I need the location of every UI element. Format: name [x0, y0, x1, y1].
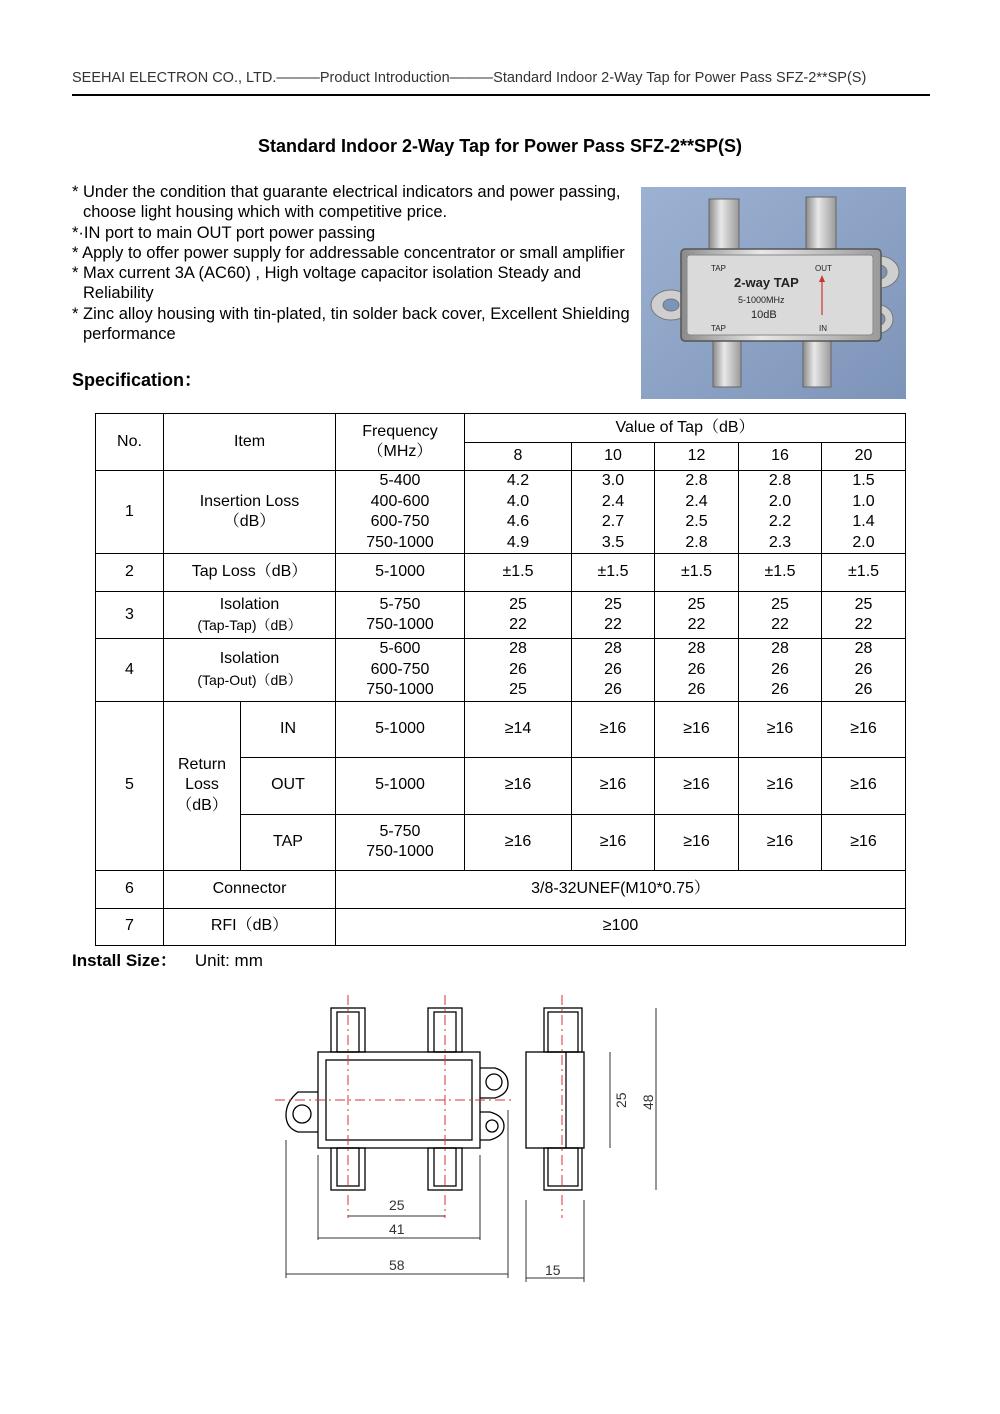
header-rule [72, 94, 930, 96]
table-cell: ≥16 [572, 701, 655, 757]
frequency-value: 750-1000 [366, 843, 434, 860]
header-tap-value: 12 [655, 443, 739, 471]
table-cell [655, 471, 739, 554]
row-item [164, 471, 336, 554]
cell-value: 1.0 [852, 492, 875, 510]
row-item-label: Insertion Loss [199, 492, 300, 510]
table-cell: ≥16 [739, 757, 822, 814]
frequency-value: 5-600 [379, 640, 421, 657]
cell-value: 2.4 [685, 492, 708, 510]
install-size-label: Install Size： [72, 951, 177, 970]
dimension-58: 58 [389, 1257, 405, 1273]
table-cell [465, 639, 572, 702]
device-label-tap-bottom: TAP [711, 324, 726, 333]
row-item: Tap Loss（dB） [164, 554, 336, 592]
row-frequency [336, 592, 465, 639]
table-cell: ±1.5 [822, 554, 906, 592]
table-row [96, 701, 906, 757]
cell-value: 22 [854, 616, 873, 633]
device-value: 10dB [751, 309, 777, 321]
table-cell [465, 592, 572, 639]
row-item: Connector [164, 870, 336, 908]
cell-value: 2.8 [685, 472, 708, 489]
feature-item: * Apply to offer power supply for addressable concentrator or small amplifier [72, 243, 625, 262]
cell-value: 25 [509, 595, 527, 613]
port-label: TAP [241, 814, 336, 870]
feature-item: * Zinc alloy housing with tin-plated, tin solder back cover, Excellent Shielding performance [72, 304, 630, 344]
dimension-25-width: 25 [389, 1197, 405, 1213]
cell-value: 2.8 [768, 472, 792, 489]
table-cell [655, 592, 739, 639]
cell-value: 2.0 [852, 533, 875, 551]
cell-value: 26 [854, 660, 873, 678]
cell-value: 22 [687, 616, 706, 633]
table-cell [572, 639, 655, 702]
cell-value: 26 [687, 660, 706, 678]
table-cell: ≥16 [655, 814, 739, 870]
cell-value: 2.2 [768, 513, 792, 530]
cell-value: 2.8 [685, 533, 708, 551]
frequency-value: 750-1000 [366, 533, 434, 551]
table-cell: ±1.5 [572, 554, 655, 592]
row-item-label: Return [177, 755, 227, 773]
header-value-of-tap: Value of Tap（dB） [465, 414, 906, 443]
row-no: 6 [96, 870, 164, 908]
cell-value: 4.9 [506, 533, 530, 551]
row-no: 4 [96, 639, 164, 702]
device-frequency: 5-1000MHz [738, 295, 785, 305]
frequency-value: 5-750 [379, 595, 421, 613]
cell-value: 28 [687, 640, 706, 657]
cell-value: 25 [771, 595, 789, 613]
table-cell: ≥16 [572, 814, 655, 870]
table-row [96, 908, 906, 945]
cell-value: 25 [687, 595, 706, 613]
header-frequency [336, 414, 465, 471]
frequency-value: 600-750 [370, 660, 430, 678]
table-row [96, 471, 906, 554]
table-cell: ≥16 [822, 757, 906, 814]
header-tap-value: 20 [822, 443, 906, 471]
table-cell [655, 639, 739, 702]
frequency-value: 400-600 [370, 492, 430, 510]
frequency-value: 750-1000 [366, 681, 434, 698]
table-cell [822, 592, 906, 639]
row-item [164, 701, 241, 870]
table-cell [572, 592, 655, 639]
frequency-value: 5-400 [379, 472, 421, 489]
table-cell: ±1.5 [655, 554, 739, 592]
table-cell [572, 471, 655, 554]
row-item-label: Isolation [219, 595, 280, 613]
cell-value: 4.6 [506, 513, 530, 530]
device-label-tap-top: TAP [711, 264, 726, 273]
row-frequency [336, 471, 465, 554]
table-cell [822, 471, 906, 554]
cell-value: 25 [509, 681, 527, 698]
cell-value: 25 [854, 595, 873, 613]
row-no: 1 [96, 471, 164, 554]
cell-value: 4.2 [506, 472, 530, 489]
cell-value: 3.0 [601, 472, 625, 489]
cell-value: 2.3 [768, 533, 792, 551]
header-tap-value: 8 [465, 443, 572, 471]
cell-value: 3.5 [601, 533, 625, 551]
install-size-heading [72, 946, 263, 971]
row-no: 2 [96, 554, 164, 592]
row-item: RFI（dB） [164, 908, 336, 945]
cell-value: 2.0 [768, 492, 792, 510]
table-cell: ≥16 [572, 757, 655, 814]
header-no: No. [96, 414, 164, 471]
row-no: 5 [96, 701, 164, 870]
cell-value: 28 [771, 640, 789, 657]
row-item [164, 592, 336, 639]
table-cell: ≥16 [465, 814, 572, 870]
dimension-48: 48 [640, 1094, 656, 1110]
table-cell: ±1.5 [739, 554, 822, 592]
table-row [96, 554, 906, 592]
cell-value: 28 [854, 640, 873, 657]
table-cell [739, 639, 822, 702]
row-item-label: Loss [185, 776, 219, 794]
cell-value: 26 [604, 660, 622, 678]
table-cell: ≥16 [739, 814, 822, 870]
cell-value: 26 [771, 681, 789, 698]
table-cell [465, 471, 572, 554]
row-frequency: 5-1000 [336, 554, 465, 592]
specification-label: Specification： [72, 370, 203, 390]
table-cell [739, 592, 822, 639]
rfi-value: ≥100 [336, 908, 906, 945]
cell-value: 28 [604, 640, 622, 657]
table-cell: ≥14 [465, 701, 572, 757]
table-cell: ≥16 [655, 757, 739, 814]
cell-value: 26 [771, 660, 789, 678]
port-label: OUT [241, 757, 336, 814]
header-tap-value: 10 [572, 443, 655, 471]
feature-item: * Max current 3A (AC60) , High voltage capacitor isolation Steady and Reliability [72, 264, 582, 303]
table-row [96, 870, 906, 908]
dimension-25-height: 25 [613, 1092, 629, 1108]
table-row [96, 592, 906, 639]
row-no: 7 [96, 908, 164, 945]
table-cell: ≥16 [655, 701, 739, 757]
cell-value: 1.5 [852, 472, 875, 489]
install-size-drawing [270, 990, 700, 1290]
row-no: 3 [96, 592, 164, 639]
connector-value: 3/8-32UNEF(M10*0.75） [336, 870, 906, 908]
header-frequency-unit: （MHz） [367, 443, 433, 460]
device-label-in: IN [819, 324, 827, 333]
device-label-out: OUT [815, 264, 832, 273]
cell-value: 26 [687, 681, 706, 698]
table-cell: ≥16 [465, 757, 572, 814]
row-frequency [336, 814, 465, 870]
table-cell: ≥16 [822, 814, 906, 870]
frequency-value: 750-1000 [366, 616, 434, 633]
cell-value: 1.4 [852, 513, 875, 530]
row-item-unit: (Tap-Tap)（dB） [197, 617, 302, 633]
device-title: 2-way TAP [734, 275, 799, 290]
frequency-value: 600-750 [370, 513, 430, 530]
page-header: SEEHAI ELECTRON CO., LTD.———Product Introduction———Standard Indoor 2-Way Tap for Power Pass SFZ-2**SP(S) [72, 70, 867, 86]
cell-value: 4.0 [506, 492, 530, 510]
cell-value: 22 [509, 616, 527, 633]
cell-value: 2.7 [601, 513, 625, 530]
cell-value: 2.4 [601, 492, 625, 510]
row-frequency: 5-1000 [336, 701, 465, 757]
row-item-label: Isolation [219, 650, 280, 668]
row-frequency [336, 639, 465, 702]
table-row [96, 639, 906, 702]
header-item: Item [164, 414, 336, 471]
frequency-value: 5-750 [379, 822, 421, 840]
cell-value: 22 [604, 616, 622, 633]
table-cell: ≥16 [822, 701, 906, 757]
cell-value: 25 [604, 595, 622, 613]
feature-item: * Under the condition that guarante electrical indicators and power passing, choose light housing which with competitive price. [72, 183, 621, 222]
dimension-15: 15 [545, 1262, 561, 1278]
cell-value: 26 [509, 660, 527, 678]
table-cell [822, 639, 906, 702]
cell-value: 22 [771, 616, 789, 633]
table-cell [739, 471, 822, 554]
row-item-unit: (Tap-Out)（dB） [197, 671, 302, 688]
cell-value: 26 [854, 681, 873, 698]
header-tap-value: 16 [739, 443, 822, 471]
row-item-unit: （dB） [176, 796, 228, 814]
row-item [164, 639, 336, 702]
cell-value: 2.5 [685, 513, 708, 530]
feature-item: *·IN port to main OUT port power passing [72, 223, 376, 242]
table-cell: ±1.5 [465, 554, 572, 592]
cell-value: 26 [604, 681, 622, 698]
header-frequency-label: Frequency [362, 422, 438, 440]
cell-value: 28 [509, 640, 527, 657]
document-title: Standard Indoor 2-Way Tap for Power Pass SFZ-2**SP(S) [257, 136, 743, 156]
feature-list [72, 182, 632, 344]
port-label: IN [241, 701, 336, 757]
product-photo [641, 187, 906, 399]
table-cell: ≥16 [739, 701, 822, 757]
row-frequency: 5-1000 [336, 757, 465, 814]
row-item-unit: （dB） [223, 513, 276, 530]
dimension-41: 41 [389, 1221, 405, 1237]
specification-table [95, 413, 906, 946]
install-size-unit: Unit: mm [194, 951, 263, 970]
